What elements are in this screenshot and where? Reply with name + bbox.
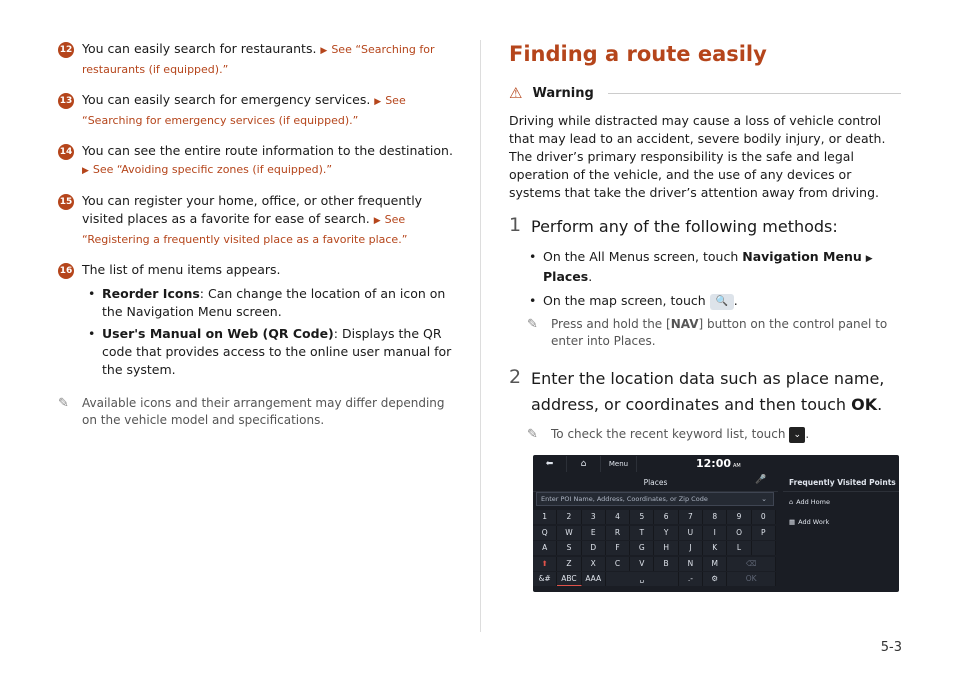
bullet-text: On the map screen, touch	[543, 293, 710, 308]
add-work-button[interactable]	[783, 512, 899, 532]
sub-item-term: User's Manual on Web (QR Code)	[102, 326, 334, 341]
clock-ampm: AM	[733, 463, 741, 469]
key[interactable]: Y	[654, 526, 678, 540]
sub-item-term: Reorder Icons	[102, 286, 200, 301]
warning-text: Driving while distracted may cause a loss of vehicle control that may lead to an accident, severe bodily injury, or death. The driver’s primary responsibility is the safe and legal operation of the vehicle, and the use of any devices or systems that take the driver’s attention away from driving.	[509, 113, 886, 200]
key[interactable]: G	[630, 541, 654, 555]
section-title: Finding a route easily	[509, 42, 767, 66]
note	[58, 395, 458, 429]
step-1	[509, 214, 901, 240]
key[interactable]: L	[727, 541, 751, 555]
item-number-badge: 16	[58, 263, 74, 279]
see-reference-link[interactable]: See “Searching for emergency services (if equipped).”	[82, 94, 406, 127]
punctuation: .	[877, 395, 883, 414]
see-reference-link[interactable]: See “Avoiding specific zones (if equipped).”	[92, 163, 333, 176]
key[interactable]: M	[703, 557, 727, 571]
menu-term: Places	[543, 269, 589, 284]
item-text: The list of menu items appears.	[82, 262, 281, 277]
key[interactable]: 6	[654, 510, 678, 524]
fvp-item-label: Add Work	[798, 518, 830, 526]
add-home-button[interactable]	[783, 492, 899, 512]
key[interactable]: 8	[703, 510, 727, 524]
step-text	[531, 366, 901, 418]
key[interactable]: B	[654, 557, 678, 571]
list-item	[58, 192, 458, 249]
sub-item-text: : Displays the QR code that provides access to the online user manual for the system.	[102, 326, 452, 377]
step-number: 2	[509, 366, 522, 388]
clock-time: 12:00	[696, 457, 732, 470]
shift-icon[interactable]: ⬆	[533, 557, 557, 571]
search-placeholder: Enter POI Name, Address, Coordinates, or Zip Code	[541, 495, 708, 503]
key[interactable]: J	[679, 541, 703, 555]
sub-list-item	[529, 292, 901, 310]
key[interactable]: 9	[727, 510, 751, 524]
warning-header	[509, 84, 901, 102]
arrow-right-icon: ▶	[865, 254, 873, 264]
item-text: You can see the entire route information to the destination.	[82, 143, 453, 158]
key[interactable]: Q	[533, 526, 557, 540]
ok-button[interactable]: OK	[727, 572, 776, 586]
keyboard-row	[533, 510, 778, 526]
backspace-icon[interactable]: ⌫	[727, 557, 776, 571]
bullet-icon: •	[88, 326, 96, 341]
note-text: To check the recent keyword list, touch	[551, 427, 790, 441]
dot-dash-key[interactable]: .-	[679, 572, 703, 586]
sub-item-text: : Can change the location of an icon on the Navigation Menu screen.	[102, 286, 446, 319]
key[interactable]: S	[557, 541, 581, 555]
key[interactable]: O	[727, 526, 751, 540]
pencil-note-icon: ✎	[527, 317, 538, 332]
list-item	[58, 91, 458, 130]
item-number-badge: 15	[58, 194, 74, 210]
punctuation: .	[588, 269, 593, 284]
item-text: You can easily search for restaurants.	[82, 41, 321, 56]
sub-list-item	[88, 285, 458, 321]
caps-mode-key[interactable]: AAA	[582, 572, 606, 586]
home-icon: ⌂	[789, 498, 794, 506]
key[interactable]: F	[606, 541, 630, 555]
note-text: Available icons and their arrangement may differ depending on the vehicle model and specifications.	[82, 396, 445, 427]
fvp-item-label: Add Home	[796, 498, 830, 506]
list-item	[58, 142, 458, 180]
key[interactable]: A	[533, 541, 557, 555]
key[interactable]: E	[582, 526, 606, 540]
sub-list-item	[88, 325, 458, 379]
pencil-note-icon: ✎	[58, 396, 69, 411]
step-1-details	[509, 248, 901, 350]
abc-mode-key[interactable]: ABC	[557, 572, 581, 586]
key[interactable]: 7	[679, 510, 703, 524]
key[interactable]: Z	[557, 557, 581, 571]
key[interactable]: T	[630, 526, 654, 540]
search-icon: 🔍	[710, 294, 734, 310]
note	[527, 316, 901, 350]
clock	[696, 457, 741, 470]
bullet-icon: •	[529, 249, 537, 264]
key[interactable]: X	[582, 557, 606, 571]
warning-triangle-icon: ⚠	[509, 84, 523, 102]
arrow-right-icon: ▶	[374, 97, 382, 107]
pencil-note-icon: ✎	[527, 427, 538, 442]
key[interactable]: I	[703, 526, 727, 540]
key[interactable]: D	[582, 541, 606, 555]
item-text: You can easily search for emergency services.	[82, 92, 375, 107]
warning-rule	[608, 93, 901, 94]
menu-button[interactable]: Menu	[601, 456, 637, 472]
search-input[interactable]	[536, 492, 774, 506]
keyboard-row	[533, 541, 778, 557]
settings-icon[interactable]: ⚙	[703, 572, 727, 586]
keyboard-row	[533, 526, 778, 542]
see-reference-link[interactable]: See “Registering a frequently visited place as a favorite place.”	[82, 213, 408, 246]
arrow-right-icon: ▶	[320, 46, 328, 56]
bullet-text: On the All Menus screen, touch	[543, 249, 743, 264]
item-text: You can register your home, office, or other frequently visited places as a favorite for ease of search.	[82, 193, 423, 226]
places-header: Places	[533, 474, 778, 492]
bullet-icon: •	[88, 286, 96, 301]
key[interactable]: C	[606, 557, 630, 571]
step-text-body: Enter the location data such as place name, address, or coordinates and then touch	[531, 369, 885, 414]
back-icon[interactable]: ⬅	[533, 456, 567, 472]
note-text: Press and hold the [	[551, 317, 671, 331]
key[interactable]: U	[679, 526, 703, 540]
list-item	[58, 261, 458, 383]
right-column	[509, 40, 901, 443]
ok-term: OK	[851, 395, 878, 414]
key[interactable]: 3	[582, 510, 606, 524]
blank-key	[752, 541, 776, 555]
step-text: Perform any of the following methods:	[531, 217, 838, 236]
note: ✎ To check the recent keyword list, touch ⌄ .	[527, 427, 810, 442]
arrow-right-icon: ▶	[82, 166, 89, 176]
bullet-icon: •	[529, 293, 537, 308]
warning-label: Warning	[532, 85, 594, 101]
chevron-down-icon[interactable]: ⌄	[761, 495, 767, 503]
left-column	[58, 40, 458, 429]
key[interactable]: H	[654, 541, 678, 555]
key[interactable]: 0	[752, 510, 776, 524]
list-item	[58, 40, 458, 79]
places-screen-screenshot	[533, 455, 899, 592]
key[interactable]: 1	[533, 510, 557, 524]
home-icon[interactable]: ⌂	[567, 456, 601, 472]
menu-term: Navigation Menu	[742, 249, 862, 264]
chevron-down-icon: ⌄	[789, 427, 805, 443]
key[interactable]: P	[752, 526, 776, 540]
key[interactable]: K	[703, 541, 727, 555]
step-2	[509, 366, 901, 418]
key[interactable]: N	[679, 557, 703, 571]
sub-list-item	[529, 248, 901, 286]
keyboard-row	[533, 572, 778, 588]
step-number: 1	[509, 214, 522, 236]
item-number-badge: 13	[58, 93, 74, 109]
item-number-badge: 12	[58, 42, 74, 58]
column-divider	[480, 40, 481, 632]
key[interactable]: R	[606, 526, 630, 540]
keyboard-row	[533, 557, 778, 573]
key[interactable]: 2	[557, 510, 581, 524]
space-bar-icon[interactable]: ␣	[606, 572, 679, 586]
punctuation: .	[733, 293, 738, 308]
symbols-mode-key[interactable]: &#	[533, 572, 557, 586]
see-reference-link[interactable]: See “Searching for restaurants (if equipped).”	[82, 43, 435, 76]
key[interactable]: V	[630, 557, 654, 571]
note-text: ] button on the control panel to enter into Places.	[551, 317, 888, 348]
key[interactable]: W	[557, 526, 581, 540]
on-screen-keyboard	[533, 510, 778, 588]
fvp-title: Frequently Visited Points	[783, 474, 899, 492]
building-icon: ▦	[789, 518, 796, 526]
frequently-visited-panel	[783, 474, 899, 532]
sub-list	[82, 285, 458, 379]
step-2-details	[509, 426, 901, 443]
arrow-right-icon: ▶	[373, 216, 381, 226]
item-number-badge: 14	[58, 144, 74, 160]
key[interactable]: 5	[630, 510, 654, 524]
microphone-icon[interactable]: 🎤	[755, 475, 767, 485]
nav-key-label: NAV	[670, 317, 699, 331]
page-number: 5-3	[880, 640, 902, 655]
key[interactable]: 4	[606, 510, 630, 524]
